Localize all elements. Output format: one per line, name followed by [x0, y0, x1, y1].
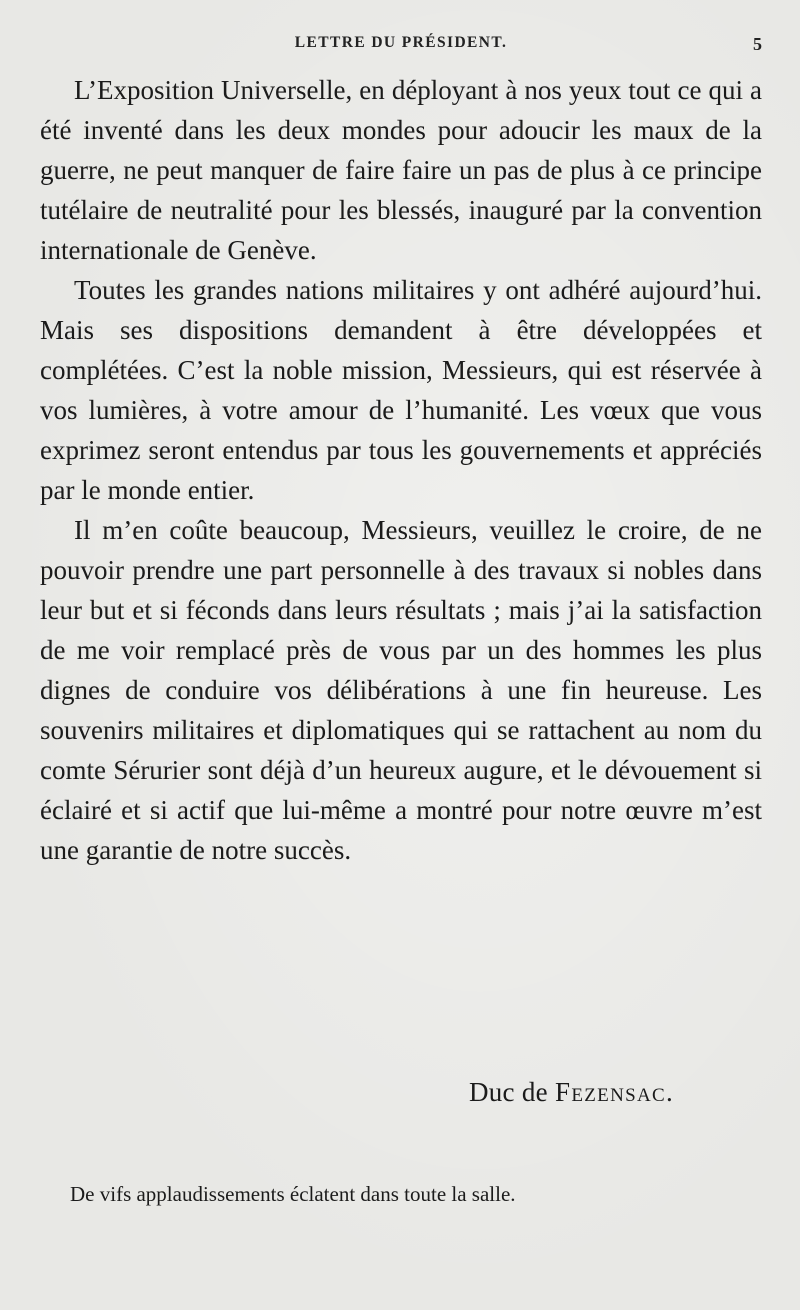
signature	[469, 1077, 674, 1108]
signature-prefix: Duc de	[468, 1077, 548, 1107]
letter-body	[40, 70, 762, 870]
running-head	[40, 34, 762, 58]
page-number: 5	[753, 34, 762, 54]
running-title: LETTRE DU PRÉSIDENT.	[294, 34, 508, 51]
paragraph: Il m’en coûte beaucoup, Messieurs, veuillez le croire, de ne pouvoir prendre une part personnelle à des travaux si nobles dans leur but et si féconds dans leurs résultats ; mais j’ai la satisfaction de me voir remplacé près de vous par un des hommes les plus dignes de conduire vos délibérations à une fin heureuse. Les souvenirs militaires et diplomatiques qui se rattachent au nom du comte Sérurier sont déjà d’un heureux augure, et le dévouement si éclairé et si actif que lui-même a montré pour notre œuvre m’est une garantie de notre succès.	[40, 515, 762, 865]
applause-note: De vifs applaudissements éclatent dans toute la salle.	[70, 1182, 516, 1206]
paragraph: L’Exposition Universelle, en déployant à nos yeux tout ce qui a été inventé dans les deux mondes pour adoucir les maux de la guerre, ne peut manquer de faire faire un pas de plus à ce principe tutélaire de neutralité pour les blessés, inauguré par la convention internationale de Genève.	[40, 75, 762, 265]
paragraph: Toutes les grandes nations militaires y ont adhéré aujourd’hui. Mais ses dispositions demandent à être développées et complétées. C’est la noble mission, Messieurs, qui est réservée à vos lumières, à votre amour de l’humanité. Les vœux que vous exprimez seront entendus par tous les gouvernements et appréciés par le monde entier.	[40, 275, 762, 505]
signature-name: Fezensac.	[555, 1077, 674, 1107]
